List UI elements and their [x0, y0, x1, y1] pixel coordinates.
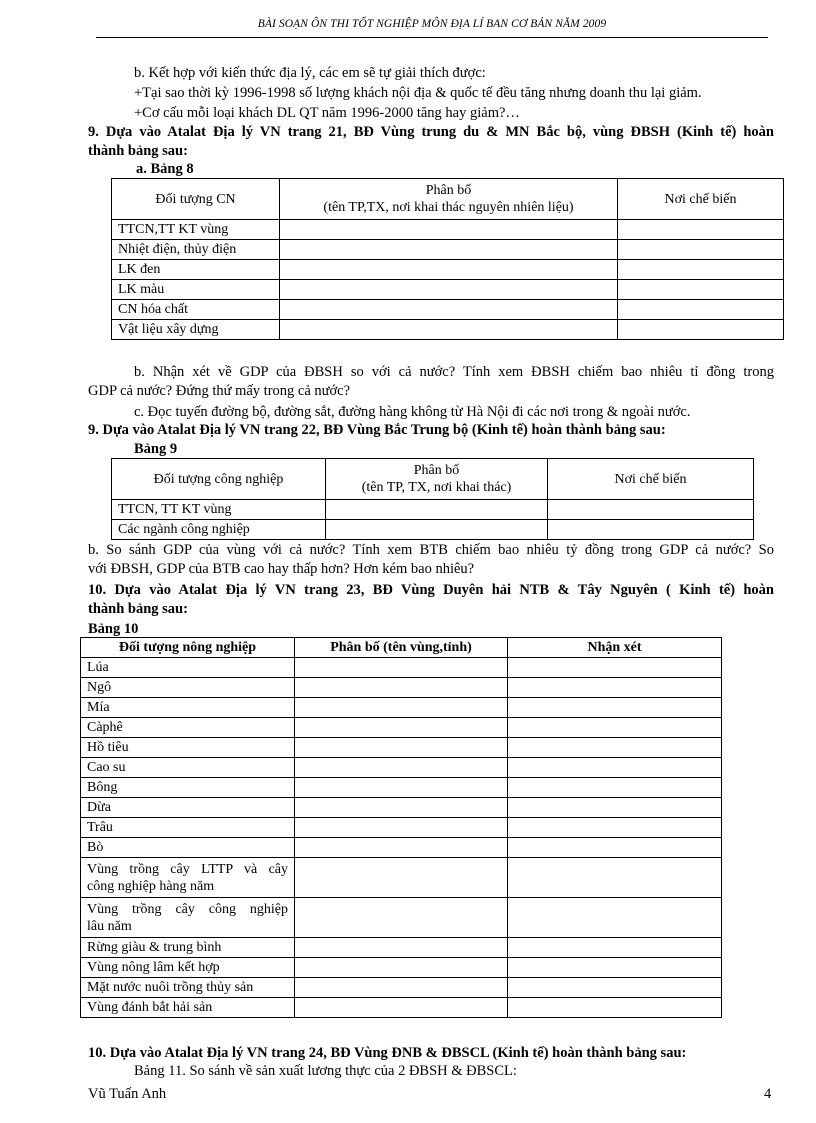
table-row-label-line-1: Vùng trồng cây LTTP và cây: [87, 861, 288, 877]
table-8-header-subject: Đối tượng CN: [112, 179, 280, 220]
table-cell-blank[interactable]: [508, 758, 722, 778]
table-row-label: Mía: [81, 698, 295, 718]
q10a-heading-line-2: thành bảng sau:: [88, 601, 188, 617]
table-cell-blank[interactable]: [508, 798, 722, 818]
table-row-label: Càphê: [81, 718, 295, 738]
table-9-header-subject: Đối tượng công nghiệp: [112, 459, 326, 500]
table-row-label: Nhiệt điện, thủy điện: [112, 240, 280, 260]
table-cell-blank[interactable]: [508, 978, 722, 998]
table-cell-blank[interactable]: [280, 240, 618, 260]
table-cell-blank[interactable]: [508, 658, 722, 678]
table-cell-blank[interactable]: [295, 798, 508, 818]
q9a-b-line-2: GDP cả nước? Đứng thứ mấy trong cả nước?: [88, 383, 351, 399]
table-cell-blank[interactable]: [618, 320, 784, 340]
q10a-heading-line-1: 10. Dựa vào Atalat Địa lý VN trang 23, BĐ Vùng Duyên hải NTB & Tây Nguyên ( Kinh tế) hoàn: [88, 582, 774, 598]
table-cell-blank[interactable]: [326, 500, 548, 520]
table-cell-blank[interactable]: [508, 958, 722, 978]
table-cell-blank[interactable]: [295, 718, 508, 738]
q9b-b-line-2: với ĐBSH, GDP của BTB cao hay thấp hơn? Hơn kém bao nhiêu?: [88, 561, 475, 577]
table-cell-blank[interactable]: [508, 858, 722, 898]
table-cell-blank[interactable]: [508, 838, 722, 858]
intro-line-2: +Tại sao thời kỳ 1996-1998 số lượng khách nội địa & quốc tế đều tăng nhưng doanh thu lại giảm.: [134, 85, 702, 101]
table-cell-blank[interactable]: [618, 280, 784, 300]
table-cell-blank[interactable]: [508, 778, 722, 798]
table-row-label: Vật liệu xây dựng: [112, 320, 280, 340]
table-8-header-processing: Nơi chế biến: [618, 179, 784, 220]
table-row-label: Trâu: [81, 818, 295, 838]
table-row-label: Ngô: [81, 678, 295, 698]
page-header: BÀI SOẠN ÔN THI TỐT NGHIỆP MÔN ĐỊA LÍ BAN CƠ BẢN NĂM 2009: [257, 18, 607, 30]
table-row-label: Vùng đánh bắt hải sản: [81, 998, 295, 1018]
table-cell-blank[interactable]: [618, 220, 784, 240]
table-cell-blank[interactable]: [618, 260, 784, 280]
table-cell-blank[interactable]: [508, 738, 722, 758]
table-10-header-remarks: Nhận xét: [508, 638, 722, 658]
table-9-header-distribution: [326, 459, 548, 500]
table-cell-blank[interactable]: [295, 678, 508, 698]
table-9: [111, 458, 754, 540]
table-8-header-distribution-note: (tên TP,TX, nơi khai thác nguyên nhiên liệu): [323, 200, 574, 215]
intro-line-3: +Cơ cấu mỗi loại khách DL QT năm 1996-2000 tăng hay giảm?…: [134, 105, 520, 121]
table-row-label: Bông: [81, 778, 295, 798]
q9a-heading-line-1: 9. Dựa vào Atalat Địa lý VN trang 21, BĐ Vùng trung du & MN Bắc bộ, vùng ĐBSH (Kinh tế) hoàn: [88, 124, 774, 140]
table-cell-blank[interactable]: [295, 698, 508, 718]
table-row-label: Dừa: [81, 798, 295, 818]
table-row-label: TTCN, TT KT vùng: [112, 500, 326, 520]
table-cell-blank[interactable]: [508, 938, 722, 958]
q9a-b-line-1: b. Nhận xét về GDP của ĐBSH so với cả nước? Tính xem ĐBSH chiếm bao nhiêu tỉ đồng trong: [134, 364, 774, 380]
table-cell-blank[interactable]: [508, 898, 722, 938]
table-row-label: TTCN,TT KT vùng: [112, 220, 280, 240]
table-cell-blank[interactable]: [508, 718, 722, 738]
page-number: 4: [764, 1086, 772, 1102]
table-row-label: Bò: [81, 838, 295, 858]
footer-author: Vũ Tuấn Anh: [88, 1086, 167, 1102]
table-cell-blank[interactable]: [295, 658, 508, 678]
table-cell-blank[interactable]: [618, 300, 784, 320]
table-8-label: a. Bảng 8: [136, 161, 194, 177]
table-row-label-line-2: lâu năm: [87, 918, 132, 934]
table-8-header-distribution-title: Phân bố: [425, 183, 472, 198]
table-row-label: Cao su: [81, 758, 295, 778]
table-row-label: LK đen: [112, 260, 280, 280]
header-divider: [96, 37, 768, 38]
table-cell-blank[interactable]: [508, 818, 722, 838]
table-cell-blank[interactable]: [295, 778, 508, 798]
intro-line-1: b. Kết hợp với kiến thức địa lý, các em sẽ tự giải thích được:: [134, 65, 486, 81]
q9b-b-line-1: b. So sánh GDP của vùng với cả nước? Tính xem BTB chiếm bao nhiêu tỷ đồng trong GDP cả nước? So: [88, 542, 774, 558]
table-row-label: Lúa: [81, 658, 295, 678]
table-9-header-distribution-note: (tên TP, TX, nơi khai thác): [361, 480, 512, 495]
table-cell-blank[interactable]: [295, 858, 508, 898]
table-row-label: CN hóa chất: [112, 300, 280, 320]
table-cell-blank[interactable]: [280, 320, 618, 340]
table-row-label: [81, 898, 295, 938]
table-cell-blank[interactable]: [295, 758, 508, 778]
q9b-heading: 9. Dựa vào Atalat Địa lý VN trang 22, BĐ Vùng Bắc Trung bộ (Kinh tế) hoàn thành bảng sau:: [88, 422, 666, 438]
q10b-heading: 10. Dựa vào Atalat Địa lý VN trang 24, BĐ Vùng ĐNB & ĐBSCL (Kinh tế) hoàn thành bảng sau:: [88, 1045, 687, 1061]
table-row-label: Hồ tiêu: [81, 738, 295, 758]
table-row-label: [81, 858, 295, 898]
table-cell-blank[interactable]: [280, 220, 618, 240]
table-cell-blank[interactable]: [280, 280, 618, 300]
table-row-label: Mặt nước nuôi trồng thủy sản: [81, 978, 295, 998]
table-cell-blank[interactable]: [280, 260, 618, 280]
table-10: [80, 637, 722, 1018]
table-cell-blank[interactable]: [280, 300, 618, 320]
table-10-label: Bảng 10: [88, 621, 139, 637]
table-cell-blank[interactable]: [548, 500, 754, 520]
q9a-c-line: c. Đọc tuyến đường bộ, đường sắt, đường hàng không từ Hà Nội đi các nơi trong & ngoài nước.: [134, 404, 691, 420]
table-cell-blank[interactable]: [295, 898, 508, 938]
table-row-label-line-1: Vùng trồng cây công nghiệp: [87, 901, 288, 917]
table-cell-blank[interactable]: [295, 838, 508, 858]
table-cell-blank[interactable]: [295, 978, 508, 998]
table-9-label: Bảng 9: [134, 441, 178, 457]
table-9-header-processing: Nơi chế biến: [548, 459, 754, 500]
q9a-heading-line-2: thành bảng sau:: [88, 143, 188, 159]
table-row-label: LK màu: [112, 280, 280, 300]
table-row-label-line-2: công nghiệp hàng năm: [87, 878, 215, 894]
table-row-label: Rừng giàu & trung bình: [81, 938, 295, 958]
table-cell-blank[interactable]: [508, 698, 722, 718]
table-8: [111, 178, 784, 340]
table-cell-blank[interactable]: [508, 678, 722, 698]
table-cell-blank[interactable]: [508, 998, 722, 1018]
q10b-subline: Bảng 11. So sánh về sản xuất lương thực của 2 ĐBSH & ĐBSCL:: [134, 1063, 517, 1079]
table-cell-blank[interactable]: [326, 520, 548, 540]
table-8-header-distribution: [280, 179, 618, 220]
table-cell-blank[interactable]: [295, 738, 508, 758]
table-9-header-distribution-title: Phân bố: [413, 463, 460, 478]
table-row-label: Vùng nông lâm kết hợp: [81, 958, 295, 978]
table-cell-blank[interactable]: [295, 818, 508, 838]
table-10-header-subject: Đối tượng nông nghiệp: [81, 638, 295, 658]
table-cell-blank[interactable]: [548, 520, 754, 540]
table-10-header-distribution: Phân bố (tên vùng,tỉnh): [295, 638, 508, 658]
table-cell-blank[interactable]: [618, 240, 784, 260]
table-row-label: Các ngành công nghiệp: [112, 520, 326, 540]
table-cell-blank[interactable]: [295, 998, 508, 1018]
table-cell-blank[interactable]: [295, 938, 508, 958]
table-cell-blank[interactable]: [295, 958, 508, 978]
